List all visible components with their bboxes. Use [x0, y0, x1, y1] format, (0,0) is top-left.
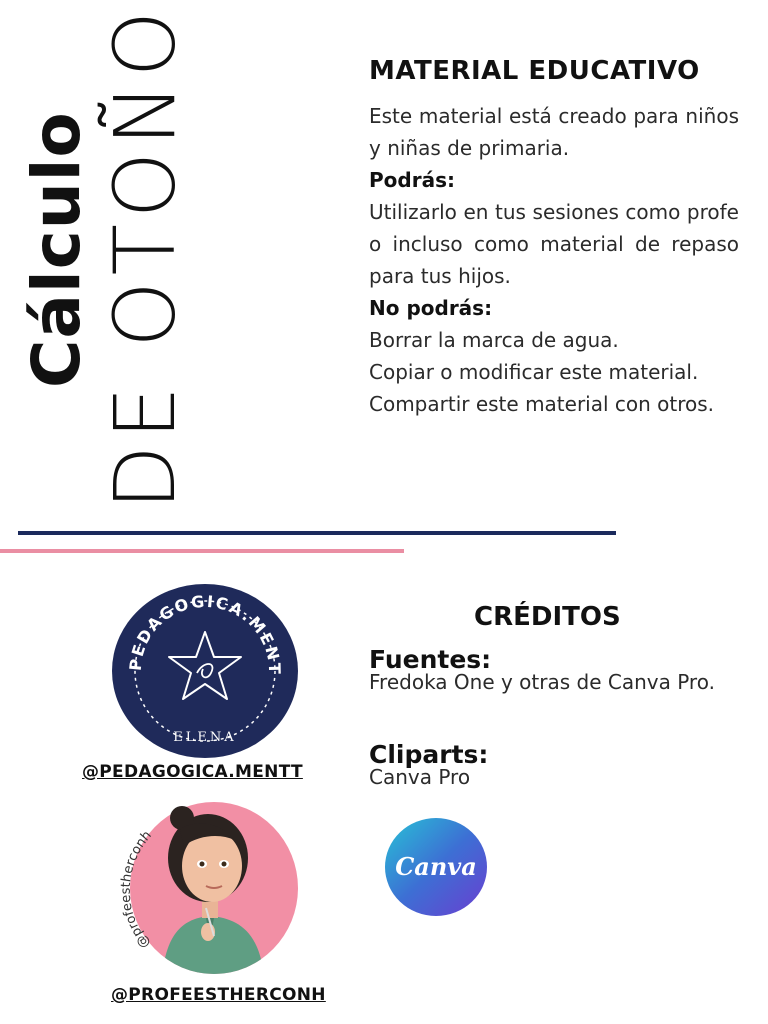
- cannot-item: Copiar o modificar este material.: [369, 360, 699, 384]
- divider-pink: [0, 549, 404, 553]
- cannot-item: Borrar la marca de agua.: [369, 328, 619, 352]
- pedagogica-handle[interactable]: @PEDAGOGICA.MENTT: [82, 762, 303, 782]
- material-info: [369, 100, 739, 420]
- ring-text-profe: @profeestherconh: [118, 828, 155, 952]
- canva-logo: [385, 818, 487, 916]
- ring-bottom-text: ELENA: [173, 730, 237, 745]
- title-de-otono: DE OTOÑO: [96, 5, 194, 510]
- profe-avatar: [110, 800, 300, 978]
- material-heading: MATERIAL EDUCATIVO: [369, 56, 700, 86]
- cannot-label: No podrás:: [369, 296, 493, 320]
- pedagogica-logo: [111, 577, 299, 765]
- can-label: Podrás:: [369, 168, 455, 192]
- divider-navy: [18, 531, 616, 535]
- credits-heading: CRÉDITOS: [474, 602, 621, 632]
- ring-text-pedagogica: PEDAGOGICA.MENT: [125, 591, 285, 677]
- title-calculo: Cálculo: [18, 111, 95, 388]
- canva-logo-text: Canva: [395, 852, 477, 881]
- intro-text: Este material está creado para niños y niñas de primaria.: [369, 104, 739, 160]
- can-text: Utilizarlo en tus sesiones como profe o incluso como material de repaso para tus hijos.: [369, 200, 739, 288]
- cliparts-label: Cliparts:: [369, 740, 489, 769]
- profe-handle[interactable]: @PROFEESTHERCONH: [111, 985, 326, 1005]
- cannot-item: Compartir este material con otros.: [369, 392, 715, 416]
- fonts-label: Fuentes:: [369, 645, 492, 674]
- cliparts-text: Canva Pro: [369, 765, 471, 789]
- fonts-text: Fredoka One y otras de Canva Pro.: [369, 670, 715, 694]
